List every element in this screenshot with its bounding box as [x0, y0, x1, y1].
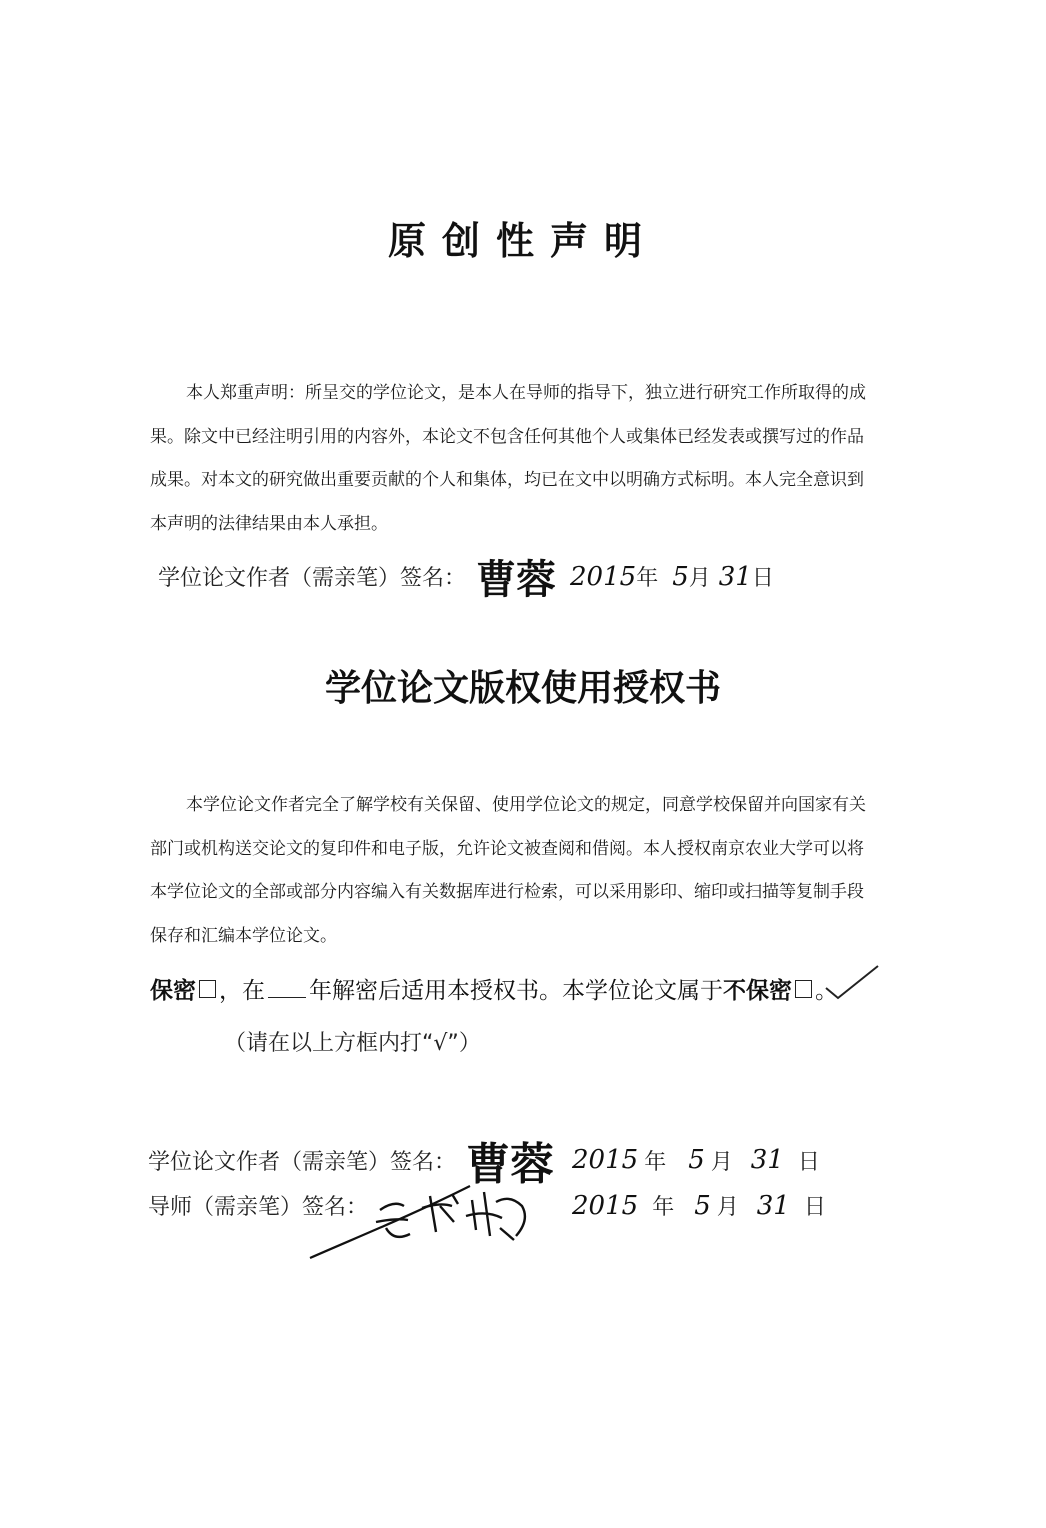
author-sign-day: 31: [750, 1145, 784, 1175]
advisor-sign-day: 31: [756, 1190, 790, 1221]
declaration-title: 原创性声明: [387, 219, 658, 263]
advisor-month-unit: 月: [716, 1195, 739, 1220]
declaration-sign-year: 2015: [570, 561, 637, 592]
declaration-signature-label: 学位论文作者（需亲笔）签名：: [158, 566, 467, 591]
advisor-sign-year: 2015: [572, 1190, 639, 1221]
handwritten-check-icon: [822, 962, 882, 1002]
advisor-day-unit: 日: [803, 1195, 826, 1220]
advisor-handwritten-signature: [300, 1176, 560, 1266]
secret-label: 保密: [150, 978, 196, 1004]
authorization-body: [150, 784, 940, 958]
author-sign-month: 5: [688, 1145, 705, 1175]
checkbox-instruction: （请在以上方框内打“√”）: [224, 1031, 481, 1056]
author-handwritten-signature: 曹蓉: [466, 1139, 555, 1190]
secrecy-text-3: 。: [815, 978, 838, 1004]
advisor-year-unit: 年: [652, 1195, 675, 1220]
authorization-line-4: 保存和汇编本学位论文。: [150, 925, 337, 946]
authorization-line-3: 本学位论文的全部或部分内容编入有关数据库进行检索，可以采用影印、缩印或扫描等复制手段: [150, 882, 864, 902]
author-day-unit: 日: [797, 1149, 820, 1175]
authorization-title: 学位论文版权使用授权书: [324, 668, 721, 709]
author-month-unit: 月: [710, 1149, 733, 1175]
declaration-line-2: 果。除文中已经注明引用的内容外，本论文不包含任何其他个人或集体已经发表或撰写过的作品: [150, 426, 864, 447]
declaration-line-3: 成果。对本文的研究做出重要贡献的个人和集体，均已在文中以明确方式标明。本人完全意识到: [150, 470, 864, 490]
authorization-line-1: 本学位论文作者完全了解学校有关保留、使用学位论文的规定，同意学校保留并向国家有关: [186, 795, 866, 815]
declaration-day-unit: 日: [751, 566, 774, 591]
authorization-line-2: 部门或机构送交论文的复印件和电子版，允许论文被查阅和借阅。本人授权南京农业大学可以将: [150, 838, 864, 859]
declaration-signature-line: [158, 548, 774, 605]
author-signature-label: 学位论文作者（需亲笔）签名：: [148, 1149, 457, 1175]
secrecy-text-1: ，在: [219, 978, 265, 1004]
not-secret-label: 不保密: [723, 978, 792, 1004]
declaration-year-unit: 年: [636, 566, 659, 591]
advisor-sign-month: 5: [694, 1190, 711, 1221]
unlock-year-blank[interactable]: [268, 977, 306, 998]
secrecy-line: [150, 972, 838, 1005]
advisor-signature-label: 导师（需亲笔）签名：: [148, 1195, 369, 1220]
not-secret-checkbox[interactable]: [795, 980, 812, 998]
author-sign-year: 2015: [572, 1145, 639, 1175]
declaration-sign-month: 5: [672, 561, 689, 592]
declaration-month-unit: 月: [688, 566, 711, 591]
declaration-body: [150, 372, 940, 546]
declaration-line-4: 本声明的法律结果由本人承担。: [150, 513, 388, 534]
declaration-sign-day: 31: [718, 561, 752, 592]
declaration-line-1: 本人郑重声明：所呈交的学位论文，是本人在导师的指导下，独立进行研究工作所取得的成: [186, 383, 866, 403]
secret-checkbox[interactable]: [199, 980, 216, 998]
secrecy-text-2: 年解密后适用本授权书。本学位论文属于: [309, 978, 723, 1004]
author-year-unit: 年: [644, 1149, 667, 1175]
declaration-author-signature: 曹蓉: [476, 556, 557, 603]
